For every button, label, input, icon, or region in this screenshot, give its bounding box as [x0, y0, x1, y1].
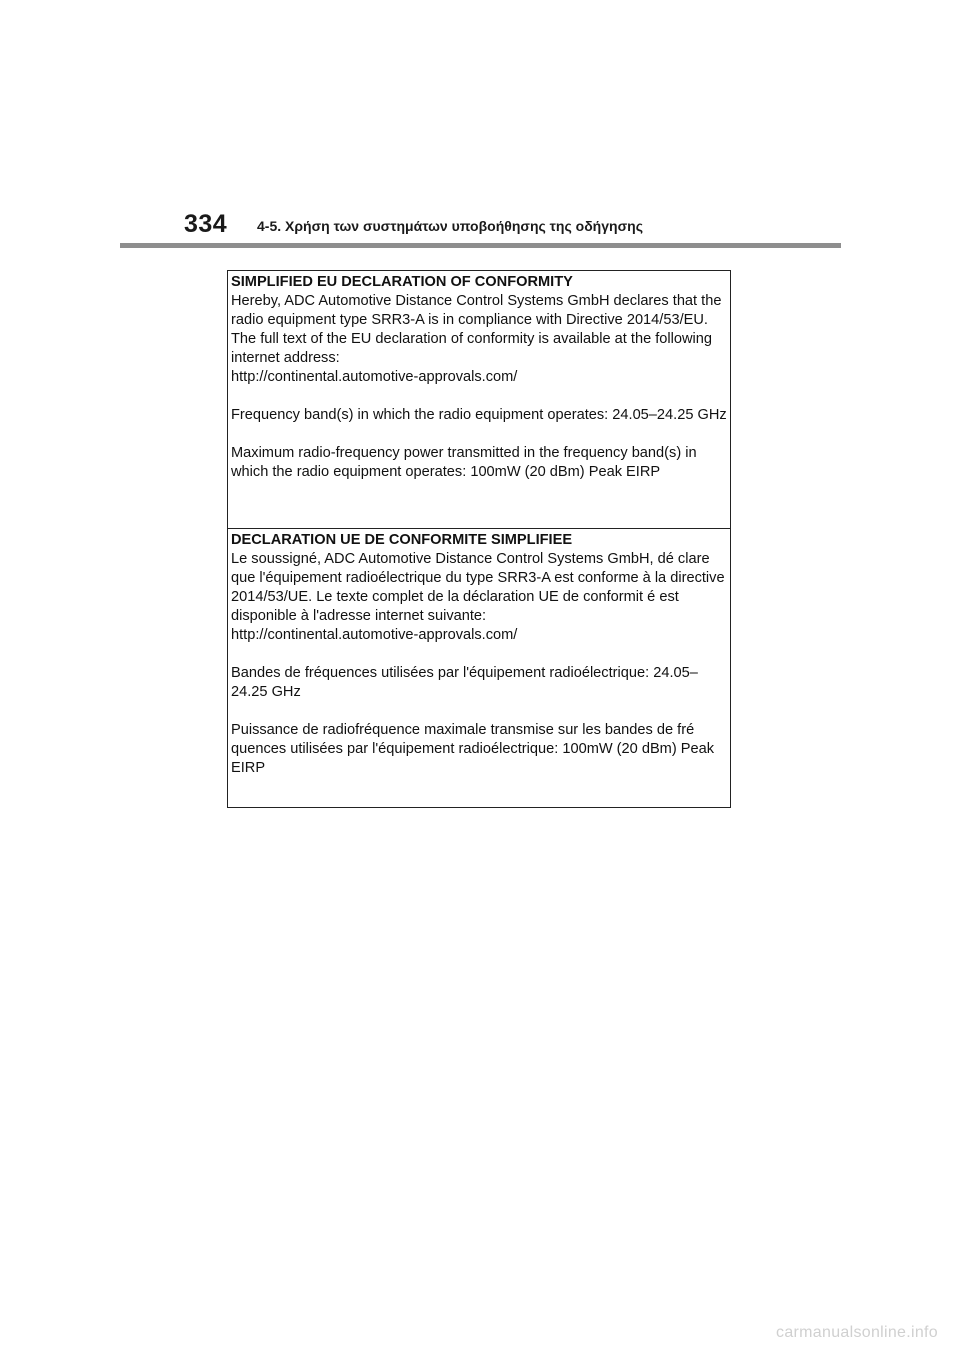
declaration-en-url: http://continental.automotive-approvals.com/ [231, 369, 518, 385]
header-divider [120, 243, 841, 248]
page-number: 334 [184, 210, 228, 238]
declaration-fr-power: Puissance de radiofréquence maximale transmise sur les bandes de fré quences utilisées par l'équipement radioélectrique: 100mW (20 dBm) Peak EIRP [231, 722, 715, 776]
declaration-fr-intro: Le soussigné, ADC Automotive Distance Control Systems GmbH, dé clare que l'équipement radioélectrique du type SRR3-A est conforme à la directive 2014/53/UE. Le texte complet de la déclaration UE de conformit é est disponible à l'adresse internet suivante: [231, 551, 725, 624]
declaration-box [227, 270, 731, 808]
declaration-en-section [228, 273, 730, 482]
declaration-en-intro: Hereby, ADC Automotive Distance Control Systems GmbH declares that the radio equipment type SRR3-A is in compliance with Directive 2014/53/EU. The full text of the EU declaration of conformity is available at the following internet address: [231, 293, 722, 366]
declaration-fr-frequency: Bandes de fréquences utilisées par l'équipement radioélectrique: 24.05–24.25 GHz [231, 665, 698, 700]
watermark: carmanualsonline.info [776, 1324, 938, 1341]
declaration-fr-url: http://continental.automotive-approvals.com/ [231, 627, 518, 643]
declaration-en-title: SIMPLIFIED EU DECLARATION OF CONFORMITY [231, 274, 573, 290]
declaration-fr-section [228, 528, 730, 778]
section-title: 4-5. Χρήση των συστημάτων υποβοήθησης της οδήγησης [257, 218, 643, 234]
declaration-en-frequency: Frequency band(s) in which the radio equipment operates: 24.05–24.25 GHz [231, 407, 727, 423]
declaration-en-power: Maximum radio-frequency power transmitted in the frequency band(s) in which the radio equipment operates: 100mW (20 dBm) Peak EIRP [231, 445, 697, 480]
declaration-fr-title: DECLARATION UE DE CONFORMITE SIMPLIFIEE [231, 532, 573, 548]
